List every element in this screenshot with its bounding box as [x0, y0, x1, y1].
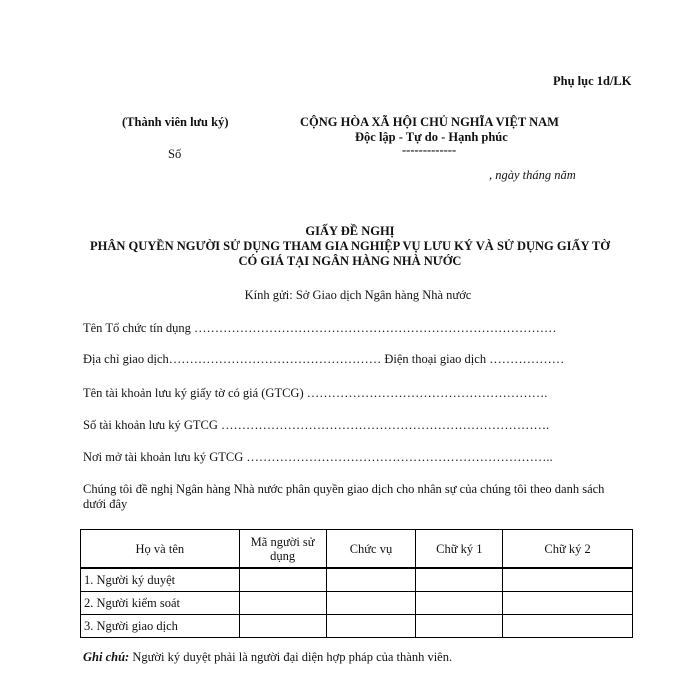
row-cell[interactable] [503, 592, 633, 615]
row-cell[interactable] [326, 615, 416, 638]
nation-heading: CỘNG HÒA XÃ HỘI CHỦ NGHĨA VIỆT NAM [300, 115, 559, 129]
request-text-line2: dưới đây [83, 497, 128, 511]
row-role-transactor: 3. Người giao dịch [81, 615, 240, 638]
motto: Độc lập - Tự do - Hạnh phúc [355, 130, 508, 144]
header-signature-1: Chữ ký 1 [416, 530, 503, 569]
header-user-code: Mã người sử dụng [239, 530, 326, 569]
number-label: Số [168, 147, 182, 161]
row-role-controller: 2. Người kiểm soát [81, 592, 240, 615]
document-title: GIẤY ĐỀ NGHỊ [305, 224, 395, 238]
table-row [81, 568, 633, 592]
field-address-phone: Địa chỉ giao dịch…………………………………………… Điện thoại giao dịch ……………… [83, 352, 565, 366]
addressee: Kính gửi: Sở Giao dịch Ngân hàng Nhà nước [244, 288, 472, 302]
row-role-approver: 1. Người ký duyệt [81, 568, 240, 592]
header-full-name: Họ và tên [81, 530, 240, 569]
member-label: (Thành viên lưu ký) [122, 115, 229, 129]
date-line: , ngày tháng năm [489, 168, 576, 182]
request-text-line1: Chúng tôi đề nghị Ngân hàng Nhà nước phân quyền giao dịch cho nhân sự của chúng tôi theo danh sách [83, 482, 605, 496]
header-position: Chức vụ [326, 530, 416, 569]
row-cell[interactable] [416, 568, 503, 592]
row-cell[interactable] [326, 568, 416, 592]
field-org-name: Tên Tổ chức tín dụng …………………………………………………………………………… [83, 321, 557, 335]
field-account-place: Nơi mở tài khoản lưu ký GTCG ……………………………………………………………….. [83, 450, 553, 464]
table-header-row [81, 530, 633, 569]
row-cell[interactable] [326, 592, 416, 615]
row-cell[interactable] [503, 568, 633, 592]
table-row [81, 615, 633, 638]
row-cell[interactable] [239, 592, 326, 615]
header-signature-2: Chữ ký 2 [503, 530, 633, 569]
note [83, 650, 452, 665]
document-subtitle-line1: PHÂN QUYỀN NGƯỜI SỬ DỤNG THAM GIA NGHIỆP VỤ LƯU KÝ VÀ SỬ DỤNG GIẤY TỜ [89, 239, 611, 253]
row-cell[interactable] [416, 615, 503, 638]
appendix-label: Phụ lục 1d/LK [553, 74, 632, 88]
row-cell[interactable] [239, 568, 326, 592]
document-subtitle-line2: CÓ GIÁ TẠI NGÂN HÀNG NHÀ NƯỚC [238, 254, 462, 268]
motto-rule: ------------- [402, 143, 457, 157]
row-cell[interactable] [503, 615, 633, 638]
field-account-name: Tên tài khoản lưu ký giấy tờ có giá (GTCG) …………………………………………………. [83, 386, 548, 400]
row-cell[interactable] [416, 592, 503, 615]
row-cell[interactable] [239, 615, 326, 638]
user-permission-table [80, 529, 633, 638]
field-account-number: Số tài khoản lưu ký GTCG ……………………………………………………………………. [83, 418, 550, 432]
note-text: Người ký duyệt phải là người đại diện hợp pháp của thành viên. [129, 650, 453, 664]
note-label: Ghi chú: [83, 650, 130, 664]
table-row [81, 592, 633, 615]
